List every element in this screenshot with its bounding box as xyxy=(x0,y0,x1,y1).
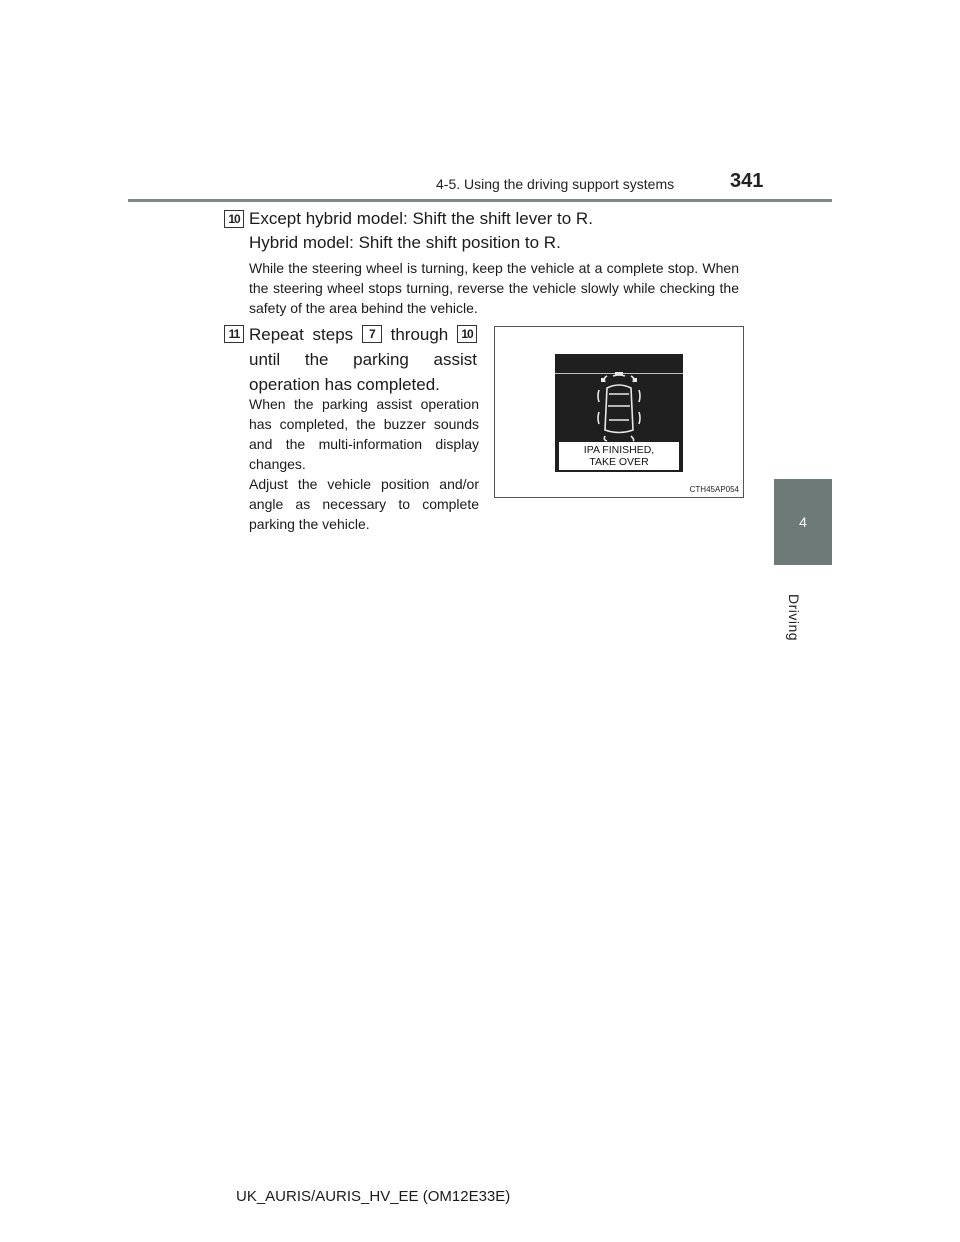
step-10-line-2: Hybrid model: Shift the shift position to R. xyxy=(249,233,561,252)
display-message-line-1: IPA FINISHED, xyxy=(583,444,655,456)
step-10-line-1: Except hybrid model: Shift the shift lever to R. xyxy=(249,209,593,228)
page-number: 341 xyxy=(730,170,764,192)
multi-information-display-figure xyxy=(494,326,744,498)
step-11-text-middle: through xyxy=(390,325,449,344)
step-10-text xyxy=(249,207,769,255)
display-message xyxy=(559,442,679,470)
step-badge-10: 10 xyxy=(224,210,244,228)
step-ref-10: 10 xyxy=(457,325,477,343)
step-11-note-2: Adjust the vehicle position and/or angle as necessary to complete parking the vehicle. xyxy=(249,476,479,532)
chapter-tab[interactable] xyxy=(774,479,832,565)
step-11-note-1: When the parking assist operation has completed, the buzzer sounds and the multi-information display changes. xyxy=(249,396,479,472)
step-11-text-before: Repeat steps xyxy=(249,325,354,344)
display-message-line-2: TAKE OVER xyxy=(589,456,649,468)
step-ref-7: 7 xyxy=(362,325,382,343)
section-title: 4-5. Using the driving support systems xyxy=(436,176,675,192)
figure-code: CTH45AP054 xyxy=(689,485,739,494)
chapter-number: 4 xyxy=(799,514,807,530)
step-11-text xyxy=(249,322,477,397)
step-badge-11: 11 xyxy=(224,325,244,343)
parking-sensor-vehicle-icon xyxy=(555,372,683,442)
step-10-note: While the steering wheel is turning, keep the vehicle at a complete stop. When the steering wheel stops turning, reverse the vehicle slowly while checking the safety of the area behind the vehicle. xyxy=(249,260,739,316)
chapter-label: Driving xyxy=(786,594,802,642)
header-divider xyxy=(128,199,832,202)
multi-information-display xyxy=(555,354,683,472)
step-11-text-after: until the parking assist operation has completed. xyxy=(249,350,477,394)
model-code-footer: UK_AURIS/AURIS_HV_EE (OM12E33E) xyxy=(236,1188,511,1205)
